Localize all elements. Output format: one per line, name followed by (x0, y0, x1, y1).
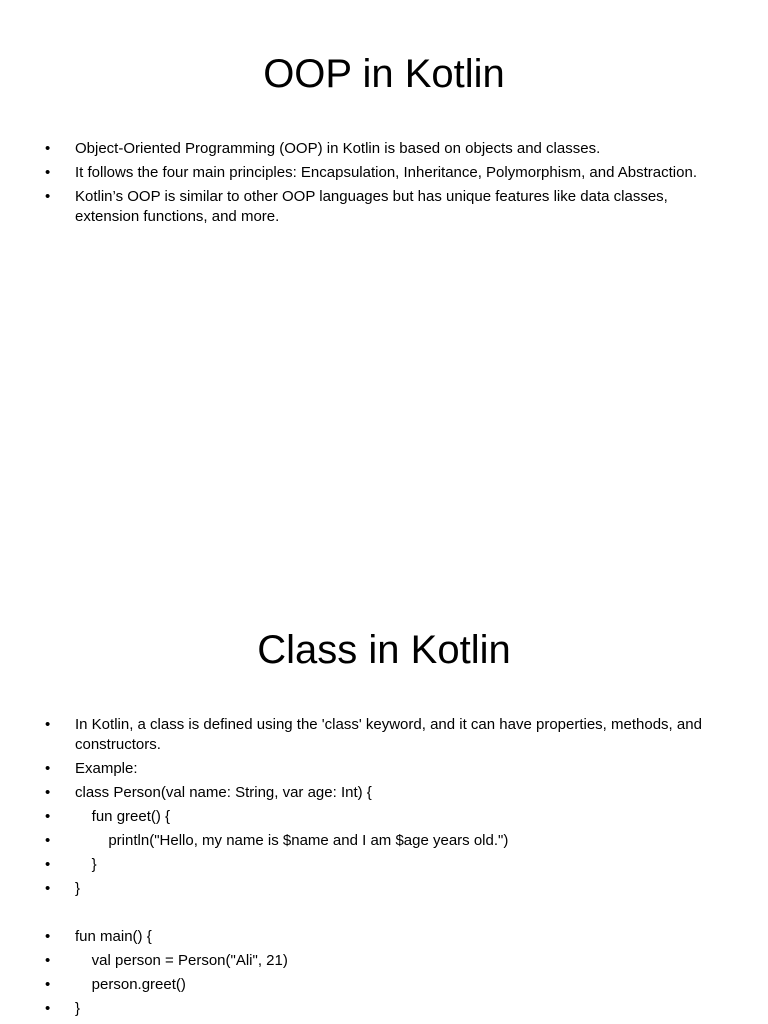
bullet-list (75, 715, 735, 1023)
slide-title: Class in Kotlin (257, 628, 511, 672)
code-line: • val person = Person("Ali", 21) (75, 951, 735, 971)
code-line: • class Person(val name: String, var age: Int) { (75, 783, 735, 803)
bullet-item: • Kotlin’s OOP is similar to other OOP languages but has unique features like data classes, extension functions, and more. (75, 187, 735, 227)
code-line: • fun main() { (75, 927, 735, 947)
code-line: • } (75, 999, 735, 1019)
slide-title: OOP in Kotlin (263, 52, 505, 96)
code-line: • person.greet() (75, 975, 735, 995)
bullet-item: • Example: (75, 759, 735, 779)
code-line: • } (75, 855, 735, 875)
blank-line (75, 903, 735, 923)
code-line: • fun greet() { (75, 807, 735, 827)
slide-class-in-kotlin (0, 576, 768, 1024)
code-line: • println("Hello, my name is $name and I am $age years old.") (75, 831, 735, 851)
bullet-item: • It follows the four main principles: Encapsulation, Inheritance, Polymorphism, and Abstraction. (75, 163, 735, 183)
bullet-item: • In Kotlin, a class is defined using the 'class' keyword, and it can have properties, methods, and constructors. (75, 715, 735, 755)
bullet-list (75, 139, 735, 231)
bullet-item: • Object-Oriented Programming (OOP) in Kotlin is based on objects and classes. (75, 139, 735, 159)
code-line: • } (75, 879, 735, 899)
